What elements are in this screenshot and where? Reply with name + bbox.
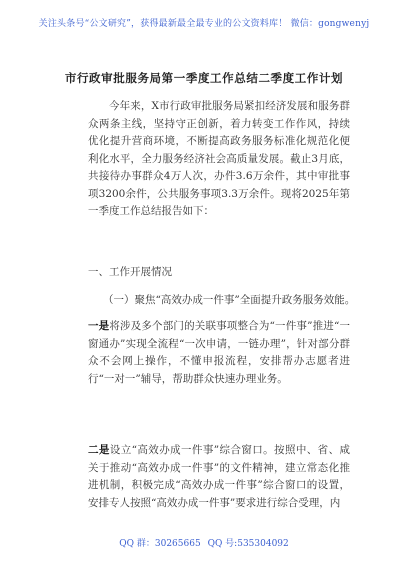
point-two-paragraph bbox=[88, 442, 350, 512]
point-two-lead: 二是 bbox=[88, 444, 110, 456]
header-banner: 关注头条号“公文研究”，获得最新最全最专业的公文资料库！ 微信：gongwenyj bbox=[38, 19, 370, 29]
footer-qq-group: QQ 群：30265665 bbox=[119, 539, 201, 549]
document-title: 市行政审批服务局第一季度工作总结二季度工作计划 bbox=[64, 71, 344, 85]
section-heading-work-status: 一、工作开展情况 bbox=[88, 266, 172, 278]
point-two-text: 设立“高效办成一件事”综合窗口。按照中、省、咸关于推动“高效办成一件事”的文件精神，建立常态化推进机制，积极完成“高效办成一件事”综合窗口的设置，安排专人按照“高效办成一件事”要求进行综合受理，内 bbox=[88, 444, 350, 509]
footer-contacts bbox=[0, 536, 408, 549]
footer-qq-number: QQ 号:535304092 bbox=[207, 539, 289, 549]
point-one-lead: 一是 bbox=[88, 320, 110, 332]
point-one-text: 将涉及多个部门的关联事项整合为“一件事”推进“一窗通办”实现全流程“一次申请，一链办理”，针对部分群众不会网上操作，不懂申报流程，安排帮办志愿者进行“一对一”辅导，帮助群众快速办理业务。 bbox=[88, 320, 351, 385]
point-one-paragraph bbox=[88, 318, 350, 388]
intro-paragraph: 今年来，X市行政审批服务局紧扣经济发展和服务群众两条主线，坚持守正创新，着力转变工作作风，持续优化提升营商环境，不断提高政务服务标准化规范化便利化水平，全力服务经济社会高质量发展。截止3月底，共接待办事群众4万人次，办件3.6万余件，其中审批事项3200余件，公共服务事项3.3万余件。现将2025年第一季度工作总结报告如下： bbox=[88, 100, 350, 217]
subsection-heading-efficiency: （一）聚焦“高效办成一件事”全面提升政务服务效能。 bbox=[103, 294, 356, 306]
